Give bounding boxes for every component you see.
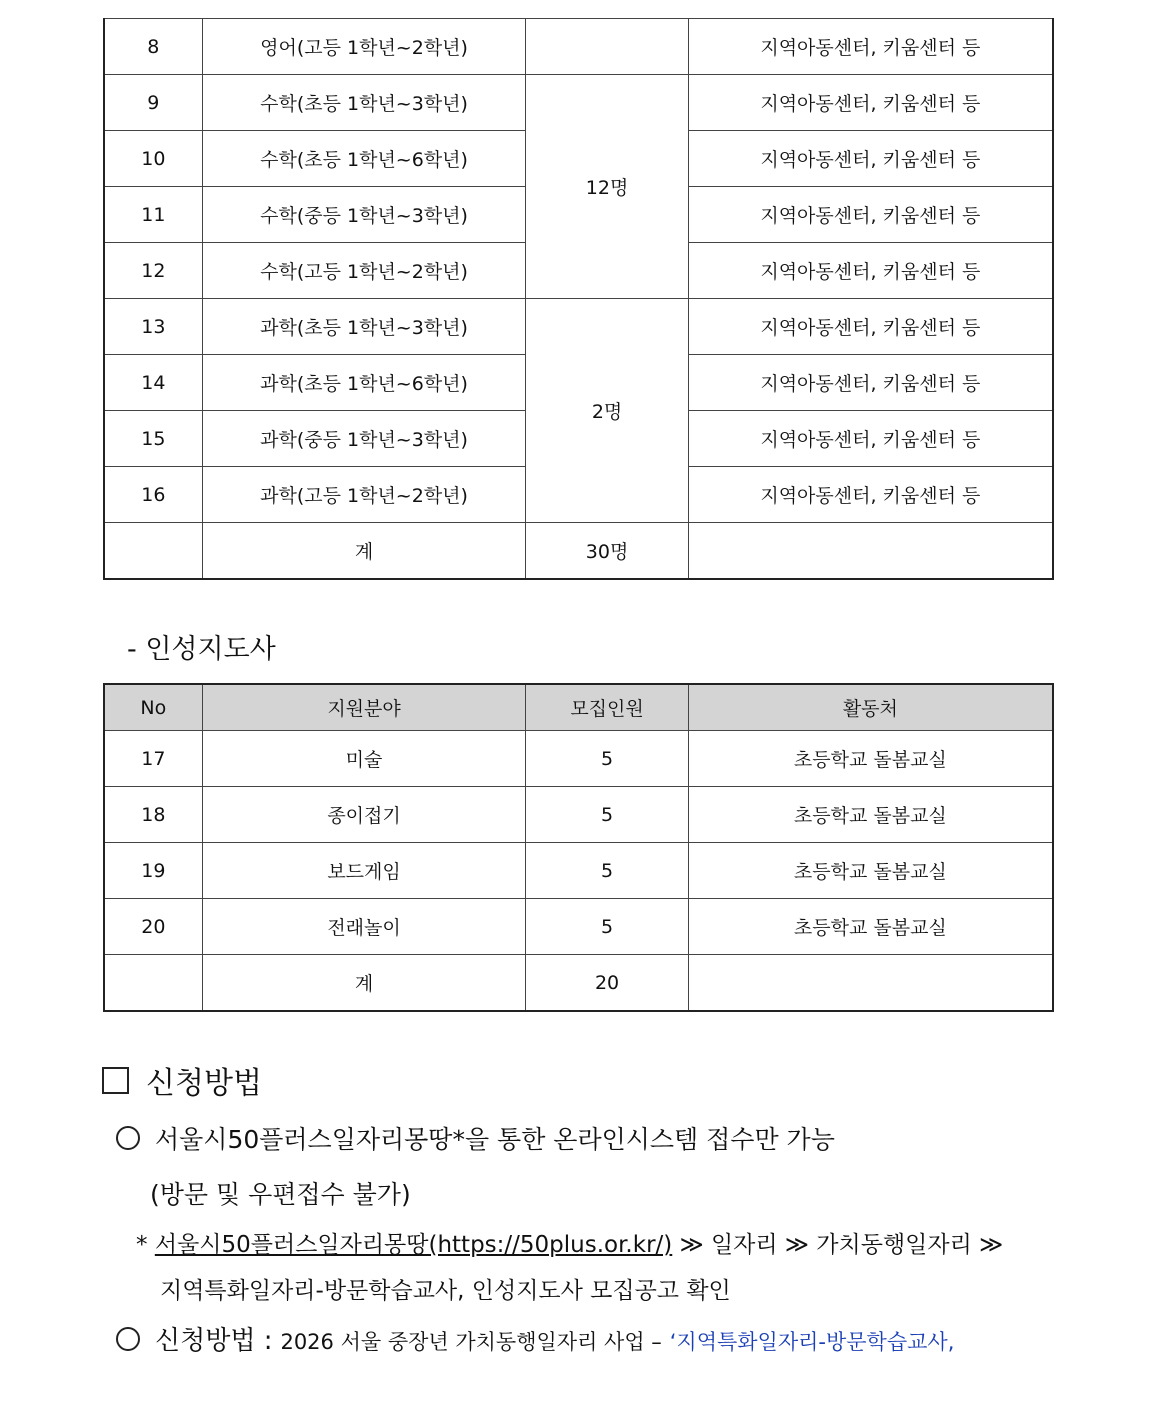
bullet-online-only [116,1120,835,1156]
table-row [104,843,1053,899]
circle-bullet-icon [116,1327,140,1351]
cell-no: 20 [104,899,202,955]
cell-place [688,955,1053,1012]
footnote-star: * [136,1232,148,1258]
cell-place: 지역아동센터, 키움센터 등 [688,243,1053,299]
cell-field: 전래놀이 [202,899,526,955]
cell-place: 초등학교 돌봄교실 [688,731,1053,787]
cell-count: 5 [526,731,688,787]
cell-count: 5 [526,899,688,955]
sub-heading: - 인성지도사 [127,634,276,665]
cell-no: 19 [104,843,202,899]
cell-no [104,955,202,1012]
bullet-label: 신청방법 : [155,1326,273,1356]
cell-place: 지역아동센터, 키움센터 등 [688,355,1053,411]
cell-no: 10 [104,131,202,187]
cell-count-math: 12명 [526,75,688,299]
cell-no: 13 [104,299,202,355]
cell-place: 지역아동센터, 키움센터 등 [688,131,1053,187]
bullet-text: 2026 서울 중장년 가치동행일자리 사업 – [280,1330,662,1354]
section-title [102,1058,262,1102]
table-total-row [104,523,1053,580]
table-row [104,299,1053,355]
cell-place: 지역아동센터, 키움센터 등 [688,19,1053,75]
table-total-row [104,955,1053,1012]
cell-no: 8 [104,19,202,75]
cell-place [688,523,1053,580]
checkbox-square-icon [102,1067,129,1094]
cell-field: 과학(중등 1학년~3학년) [202,411,526,467]
cell-field: 과학(고등 1학년~2학년) [202,467,526,523]
cell-count-science: 2명 [526,299,688,523]
table-row [104,899,1053,955]
table-row [104,731,1053,787]
cell-field: 수학(초등 1학년~6학년) [202,131,526,187]
cell-place: 초등학교 돌봄교실 [688,843,1053,899]
cell-field: 수학(중등 1학년~3학년) [202,187,526,243]
cell-no: 18 [104,787,202,843]
table-row [104,19,1053,75]
section-title-text: 신청방법 [146,1066,262,1101]
table-header-row [104,684,1053,731]
cell-no: 12 [104,243,202,299]
cell-total-label: 계 [202,955,526,1012]
header-field: 지원분야 [202,684,526,731]
cell-place: 지역아동센터, 키움센터 등 [688,411,1053,467]
cell-place: 지역아동센터, 키움센터 등 [688,299,1053,355]
cell-place: 지역아동센터, 키움센터 등 [688,467,1053,523]
cell-total-count: 20 [526,955,688,1012]
cell-count: 5 [526,843,688,899]
footnote-url-line [136,1226,1003,1259]
cell-no: 11 [104,187,202,243]
cell-no [104,523,202,580]
cell-no: 14 [104,355,202,411]
bullet-sub-note: (방문 및 우편접수 불가) [150,1180,411,1209]
link-50plus[interactable]: 서울시50플러스일자리몽땅(https://50plus.or.kr/) [154,1232,673,1258]
cell-field: 보드게임 [202,843,526,899]
cell-count [526,19,688,75]
circle-bullet-icon [116,1126,140,1150]
header-count: 모집인원 [526,684,688,731]
cell-place: 지역아동센터, 키움센터 등 [688,75,1053,131]
table-character-instructor [103,683,1054,1012]
cell-place: 초등학교 돌봄교실 [688,787,1053,843]
table-row [104,75,1053,131]
cell-no: 16 [104,467,202,523]
cell-no: 9 [104,75,202,131]
bullet-highlight-text: ‘지역특화일자리-방문학습교사, [669,1330,955,1354]
cell-no: 15 [104,411,202,467]
cell-field: 수학(고등 1학년~2학년) [202,243,526,299]
cell-place: 지역아동센터, 키움센터 등 [688,187,1053,243]
cell-field: 과학(초등 1학년~6학년) [202,355,526,411]
cell-place: 초등학교 돌봄교실 [688,899,1053,955]
cell-field: 수학(초등 1학년~3학년) [202,75,526,131]
table-tutor-subjects [103,18,1054,580]
cell-field: 종이접기 [202,787,526,843]
table-row [104,787,1053,843]
bullet-apply-method [116,1320,954,1357]
cell-field: 과학(초등 1학년~3학년) [202,299,526,355]
bullet-text: 서울시50플러스일자리몽땅*을 통한 온라인시스템 접수만 가능 [155,1125,835,1154]
header-place: 활동처 [688,684,1053,731]
header-no: No [104,684,202,731]
footnote-line2: 지역특화일자리-방문학습교사, 인성지도사 모집공고 확인 [160,1278,731,1304]
cell-field: 미술 [202,731,526,787]
cell-total-count: 30명 [526,523,688,580]
footnote-path: ≫ 일자리 ≫ 가치동행일자리 ≫ [679,1232,1004,1258]
cell-count: 5 [526,787,688,843]
cell-total-label: 계 [202,523,526,580]
cell-no: 17 [104,731,202,787]
cell-field: 영어(고등 1학년~2학년) [202,19,526,75]
